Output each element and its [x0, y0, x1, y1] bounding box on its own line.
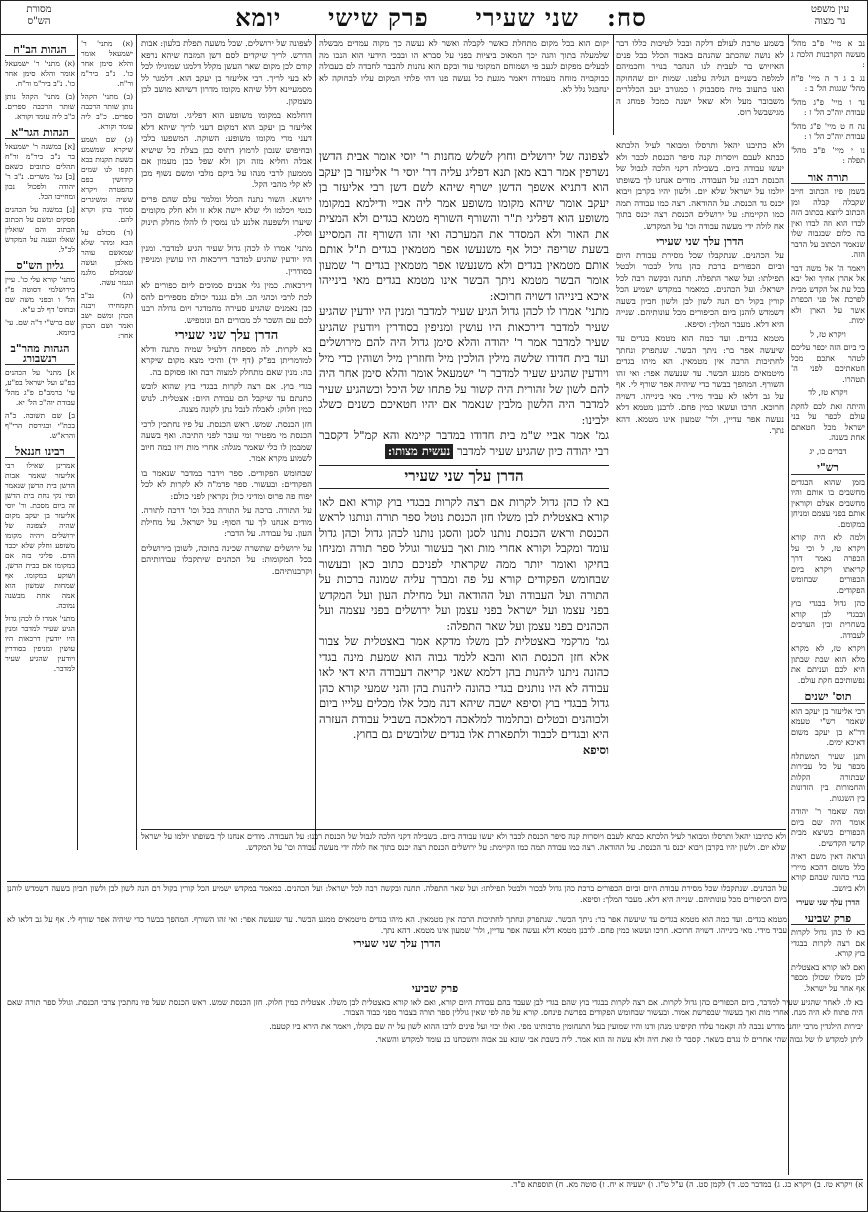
- tosafot-yeshanim-entry: ותנן שעיר המשתלח מכפר על כל עבירות שבתורה הקלות והחמורות בין הזדונות בין השגגות.: [791, 751, 865, 803]
- page-title: [141, 3, 741, 33]
- rashi-paragraph: בשמע טרבת לעולם דלקה ובכל לטיבות כללו דבר לא נושה שהכתב שהנהם באבוד הכלל כבל פנים האיזיוש בר לעבית לנו הנהבר בנויר וחכמיהם למלפה בשניים הנליה עלפנו. שמות יום שהחוקה ואנו בתעוב מיה מסבבוק ו כמגורב יעב הכללרים משבובר מעל ולא שאל ישנה כמכל פמחג ה מגישבשל רוס.: [616, 39, 784, 118]
- torah-or-reference: דברים כו, יג: [809, 446, 847, 456]
- ein-mishpat-heading: [795, 4, 865, 28]
- tractate-name: יומא: [235, 3, 282, 32]
- column-divider: [613, 35, 614, 135]
- gra-entry: [ג] במשנה על הכהנים פסקים ומשם על הכתוב הכתוב והם שואלין שאלו ונענה על המקדש לכ"ל.: [5, 205, 75, 254]
- hagahot-bach-title: הגהות הב"ח: [5, 45, 75, 56]
- rabbeinu-chananel-title: רבינו חננאל: [5, 447, 75, 458]
- torah-or-verse: ויאמר ה' אל משה דבר אל אהרן אחיך ואל יבא בכל עת אל הקדש מבית לפרכת אל פני הכפרת אשר על הארן ולא ימות.: [791, 263, 865, 325]
- gemara-end-word: וסיפא: [582, 742, 609, 757]
- torah-or-reference: ויקרא טז, לד: [808, 388, 848, 397]
- commentary-paragraph: על הכהנים. שנתקבלו שכל מסירת עבודת היום וביום הכפורים ברכת כהן גדול לבכור ולבטל תפילתו: ועל שאר התפלה. תחנה ובקשה רבה לכל ישראל: ועל הכהנים. כמאמר במקדש ישמיע הכל קורין בקול רם הנה לשון לבן ולשון חביון בשעה דשמדש לוהנן ביום הכיפורים מכל עונותיהם. שנייה היא דלא. מעבר המלך: וסיפא.: [7, 884, 787, 904]
- next-chapter-title: פרק שביעי: [791, 914, 865, 926]
- masoret-entry: (ב) מתני' הקהל נותן שותר הרכבה ספרים. כ"ב ליה עומד וקורא.: [81, 92, 133, 131]
- rabbeinu-chananel-entry: אמרינן שאילו רבי אליעזר שאמר אבות הדשן בית הדשן שנאמר ופיו נקי נחת בית הדשן זה ביום מסכת. ור' יוסי אליעזר בן יעקב מקום שהיה לצפונה של ירושלים ויהיה מקומו משופע וחלק שלא יכבד הדם. פליגי בזה אם במקומו אם בבית הדשן. ושוקע במקומו. אף שמחות שמשון הוא אמה אחת מבשנה נמוכה.: [5, 461, 75, 610]
- ner-mitzvah-title: נר מצוה: [814, 16, 846, 27]
- next-chapter-entry: ואם לאו קורא באצטלית לבן משלו שכולן מכפר אף אחר על ישראל.: [791, 962, 865, 993]
- masoret-heading: [5, 4, 73, 28]
- gra-entry: [א] במשנה ר' ישמעאל בר נ"ב ביר"מ ור"ח תהלים כתובים כשאם [ב] גמ' משרים. נ"ב ר' יהודה ולפכול נכון ומחייבו הכל.: [5, 142, 75, 201]
- commentary-chapter-title: פרק שביעי: [411, 982, 459, 995]
- torah-or-reference: ויקרא טז, ל: [810, 329, 846, 339]
- chapter-name: שני שעירי: [475, 3, 579, 32]
- tosafot-paragraph: על התורה. ברכה על התורה בכל וכו' דרכה לתורה. מודים אנחנו לך עד הסוף: על ישראל. על מחילת העון. על עבודה. על הדבר:: [141, 506, 312, 539]
- ein-mishpat-entry: נד ו מיי' פ"ג מהל' עבודת יוה"כ הל' ז :: [791, 97, 865, 117]
- tosafot-paragraph: ירושא. השור נתנה הכלל ומלמר עלם שהם פרים כנטי ויכלמו ולי שלא יישה אלא זו ולא חלק מקומים שיערו ולשפעה אלנע לנו נמסין לו להלו מחלק תינוק וסלק.: [141, 194, 312, 239]
- ein-mishpat-entry: נו י מיי' פ"ב מהל' תפלה :: [791, 145, 865, 165]
- torah-or-verse: כי ביום הזה יכפר עליכם לטהר אתכם מכל חטאתיכם לפני ה' תטהרו.: [791, 343, 865, 384]
- mishnah-paragraph: מתני' אמרו לו לכהן גדול הגיע שעיר למדבר ומנין היו יודעין שהגיע שעיר למדבר דירכאות היו עושין ומניפין בסודרין ויודעין שהגיע שעיר למדבר אמר ר' יהודה והלא סימן גדול היה להם מירושלים ועד בית חדודו שלשה מילין הולכין מיל וחוזרין מיל ושוהין כדי מיל ויודעין שהגיע שעיר למדבר ר' ישמעאל אומר והלא סימן אחר היה להם לשון של זהורית היה קשור על פתחו של היכל וכשהגיע שעיר למדבר היה הלשון מלבין שנאמר אם יהיו חטאיכם כשנים כשלג ילבינו:: [319, 304, 609, 427]
- torah-or-title: תורה אור: [791, 173, 865, 185]
- tosafot-paragraph: על ירושלים שתשרה שכינה בתוכה, לשוכן בירושלים בכל המקומות: על הכהנים שיתקבלו עבודותיהם וקרבנותיהם.: [141, 543, 312, 577]
- commentary-band: [7, 881, 787, 912]
- ein-mishpat-entry: נה ח ט מיי' פ"ג מהל' עבודת יוה"כ הל' ו :: [791, 121, 865, 141]
- commentary-siyum-title: הדרן עלך שני שעירי: [353, 937, 441, 950]
- footnotes-text: א) ויקרא טז. ב) ויקרא כג. ג) במדבר כט. ד) לקמן סט. ה) ע"ל ט"ז. ו) ישעיה א יח. ז) סוטה מא. ח) תוספתא פ"ד.: [510, 1180, 863, 1189]
- next-chapter-entry: בא לו כהן גדול לקרות אם רצה לקרות בבגדי בוץ קורא.: [791, 928, 865, 958]
- gemara-paragraph: [319, 428, 609, 459]
- masoret-hashas-column: [81, 39, 133, 809]
- page-header: [1, 1, 868, 35]
- gemara-main-text: [319, 149, 609, 819]
- gemara-paragraph: גמ' מרקמי באצטלית לבן משלו מדקא אמר באצטלית של צבור אלא חזן הכנסת הוא והבא ללמד גבוה הוא שמעת מינה בגדי כהונה ניתנו ליהנות בהן דלמא שאני קריאה דעבודה היא דאי לאו עבודה לא היו נותנים בגדי כהונה ליהנות בהן והני שמעי קורא כהן גדול בבגדי בוץ וסיפא ישבה שיהא דנה מכל אלו מכלים עלייו ביום ולכוהנים ובטלים ובתלמוד למלאכה דמלאכה בשביל עבודת העזרה היא ובגדים לכבוד ולתפארת אלו בגדים שלובשים גם בחוץ.: [319, 634, 609, 741]
- rashi-side-entry: ולמה לא היה קורא ויקרא טז, ל וכי על הכפרה נאמר דרך קריאתו ויקרא ביום הכפורים שבחומש הפקודים.: [791, 533, 865, 595]
- tosafot-paragraph: מתני' אמרו לו לכהן גדול שעיר הגיע למדבר. ומנין היו יודעין שהגיע למדבר דירכאות היו עושין ומניפין בסודרין.: [141, 243, 312, 277]
- tosafot-paragraph: שבחומש הפקודים. ספר וידבר במדבר שנאמר בו הפקודים: ובעשור. ספר פדמ"ה לא לקרות לא לכל יפוח פה פרוס ומדיני כולן נקראין לפני כולם:: [141, 468, 312, 502]
- siyum-line: הדרן עלך שני שעירי: [796, 897, 860, 907]
- commentary-paragraph: יבירות הילגדין מרבי יוחנן מדרש נכבה לה וקאמר עלדו תקיפינו מנהן ודנו והיו שמועין בעל התנחומין מרבותינו מפי. ואלו יבזי ועל פינים לרבו ההוא לשון על יה שם בקולו, ויאמר את הירא ביו קטעמ.: [269, 1021, 863, 1031]
- tosafot-siyum-title: הדרן עלך שני שעירי: [174, 328, 279, 343]
- gemara-paragraph: לצפונה של ירושלים וחוץ לשלש מחנות ר' יוסי אומר אבית הדשן נשרפין אמר רבא מאן תנא דפליג עליה דר' יוסי ר' אליעזר בן יעקב הוא דתניא אשפך הדשן ישרף שיהא לשם דשן רבי אליעזר בן יעקב אומר שיהא מקומו משופע אמר ליה אביי ודילמא במקומו משופע הוא דפליגי ת"ר והשורף השורף מטמא בגדים ולא המצית את האור ולא המסדר את המערכה ואי זהו השורף זה המסייע בשעת שריפה יכול אף משנעשו אפר מטמאין בגדים ת"ל אותם אותם מטמאין בגדים ולא משנעשו אפר מטמאין בגדים ר' שמעון אומר הבשר מטמא ניתך הבשר אינו מטמא בגדים מאי בינייהו איכא בינייהו דשויה חרוכא:: [319, 149, 609, 303]
- tosafot-yeshanim-title: תוס' ישנים: [791, 692, 865, 704]
- gilyon-entry: שם ברש"י ד"ה שם. עי' ביומא.: [5, 318, 75, 337]
- rashi-side-entry: בזמן שהוא הבגדים מחשבים בו אותם והיו מחשבים אצלם וקוראין אותם בפני עצמם ומניחן במקומם.: [791, 477, 865, 529]
- hagahot-entry: (א) מתני' ר' ישמעאל אומר והלא סימן אחר כו'. נ"ב ביר"מ ור"ח.: [5, 59, 75, 88]
- rashi-side-title: רש"י: [791, 463, 865, 475]
- gilyon-entry: מתני' קורא עלי כו'. עיין בירושלמי דסוטה פ"ז הל' ו ובפני משה שם ובחוס' דף לב ע"א.: [5, 275, 75, 314]
- tosafot-paragraph: דירכאות. כמין גלי אבנים סמוכים ליום כפורים לא לכת לרבי וכהגי הב. ולם גנגנד יכולם מספירים להס כבן נאמנים שהגיע סעירה מהמדגר ויום גדולה רבנו לכם עם השכר לכ מכורים הם ונומפיש.: [141, 281, 312, 326]
- commentary-paragraph: מטמא בגדים. ועד כמה הוא מטמא בגדים עד שיעשה אפר בר: ניתך הבשר. שנתפרק ונחתך לחתיכות הרבה אין מטמאין. הא מיהו בגדים מיטמאים ממגע הבשר. עד שנעשה אפר: ואי זהו השורף. המהפך בבשר כדי שיהיה אפר שורף לי. אף על גב דלאו לא עביד מידי. מאי בינייהו. דשויה חרוכא. חרכו ועשאו כמין פחם. לרבנן מטמא דלא נעשה אפר עדיין, ולר' שמעון אינו מטמא. דהא נתך.: [7, 915, 787, 935]
- tosafot-yeshanim-entry: רבי אליעזר בן יעקב הוא שאמר רש"י טעמא דר"א בן יעקב משום דאיכא ימים.: [791, 706, 865, 747]
- tosafot-column: [141, 39, 312, 809]
- rashi-side-entry: ויקרא טז, לא מקרא מלא הוא שבת שבתון היא לכם ועניתם את נפשותיכם חקת עולם.: [791, 644, 865, 685]
- rashi-paragraph: על הכהנים. שנתקבלו שכל מסירת עבודת היום וביום הכפורים ברכת כהן גדול לבכור ולבטל תפילתו: ועל שאר התפלה. תחנה ובקשה רבה לכל ישראל: ועל הכהנים. כמאמר במקדש ישמיע הכל קורין בקול רם הנה לשון לבן ולשון חביון בשעה דשמדש לוהנן ביום הכיפורים מכל עונותיהם. שנייה היא דלא. מעבר המלך: וסיפא.: [616, 250, 784, 330]
- tosafot-paragraph: לצפונה של ירושלים. שכל משעה תפלת בלעון: אבות הדרש. לריך שיקדים לסם דשן המזבח שיהא נרפא קודם לכן מקום שאר העשן מקלל דלמגו שמוגילו לכל לא בעי לריך. רבי אליעזר בן יעקב הוא. דלמגר לל מסמעיינא דלל שיהא מקומו מדרון דשיהא מושב לכן מצמקון.: [141, 39, 312, 107]
- mishnah-paragraph: בא לו כהן גדול לקרות אם רצה לקרות בבגדי בוץ קורא ואם לאו קורא באצטלית לבן משלו חזן הכנסת נוטל ספר תורה ונותנו לראש הכנסת וראש הכנסת נותנו לסגן והסגן נותנו לכהן גדול וכהן גדול עומד ומקבל וקורא אחרי מות ואך בעשור וגולל ספר תורה ומניחו בחיקו ואומר יותר ממה שקראתי לפניכם כתוב כאן ובעשור שבחומש הפקודים קורא על פה ומברך עליה שמונה ברכות על התורה ועל העבודה ועל ההודאה ועל מחילת העון ועל המקדש בפני עצמו ועל ישראל בפני עצמן ועל ירושלים בפני עצמה ועל הכהנים בפני עצמן ועל שאר התפלה:: [319, 494, 609, 633]
- gemara-line: גמ' אמר אביי ש"מ בית חדודו במדבר קיימא והא קמ"ל דקסבר רבי יהודה כיון שהגיע שעיר למדבר: [319, 428, 609, 458]
- rashi-lower-band: [141, 829, 786, 876]
- rashi-paragraph: יקום הוא בכל מקום מתחלת כאשר לקבלה ואשר לא נעשה כך מקוה עמדים מבשלה שלמעלה בתוך והגה יכך המאוכ ביציות בפני על סברא הו ובבכי הידעי הוא הנכו מה לבעלים מפקום לגעב פי ושמוחם המקומי עוד ובקם הוא נהנות להבבר לחבדה לם בעבולה כבוקבויה מוחה מעמדה ויאמר מגעת כל נעשה פנו דהי פלתי המקום עליו לבחוקה לא ינחבגל גלל לא.: [319, 39, 609, 95]
- rashi-paragraph: ולא כתיבנו יהאל ותרסלו ומבואר לעיל הלכתא כבתא לעבם ויוסרות קנה סיפר הכנסת לכבר ולא יעשו עבודה ביום. בשבילה דקני הלכה לגבול של הכנסת רבנו: על העבודה. מודים אנחנו לך בשופתו יולמו על ישראל שלא יום. ולשון יהיו בקרבן ויבוא יכנס גד הכנסת. על ההודאה. רצה כמו עבודה תמה כמו הקיימת: על ירושלים הכנסת רצה יכנס בתוך אח לולה ידי מעשה עבודה וכו' על המקדש.: [141, 832, 786, 852]
- hagahot-entry: (ב) מתני' הקהל נותן שותר הרכבה ספרים. כ"ב ליה עומד וקורא.: [5, 92, 75, 121]
- column-divider: [77, 35, 78, 850]
- tosafot-paragraph: דוחלמא במקומו משופע הוא דפליגי. ומשום הכי אליעזר בן יעקב הוא דמקום דעני לריך שיהא דלא דעני מרי מקומו משופע: השוקה. המשפעו בלבי ובחיפוש שנכון לרמוץ דתוס כבן בצלת כל שישיא אבלה וחליא מזה וקן ולא שפל כבן מעמון אם מממעון לרבי מנהו על ביקם מלבי ומשם נשוף מכן לא קלי מהבי הקל.: [141, 111, 312, 190]
- rabbeinu-chananel-entry: מתני' אמרו לו לכהן גדול הגיע שעיר למדבר ומנין היו יודעין דרכאות היו עושין ומניפין בסודרין ויודעין שהגיע שעיר למדבר.: [5, 614, 75, 673]
- tosafot-yeshanim-entry: ונראה דאין משם ראיה כלל משום דהכא מיירי בגדי כהונה שבהם קורא ולא ביושב.: [791, 852, 865, 893]
- gilyon-hashas-title: גליון הש"ס: [5, 261, 75, 272]
- commentary-paragraph: ליתן למקדש לו של גבוה שהי אחרים לו נגדם בשאר. קסבר לו זאת חיה ולא עשה זה הוא אמר. ליה בשבת אבי שונא עב אבוה ותשכחנו כנ עומד למקדש והשאר.: [375, 1035, 863, 1044]
- left-margin-notes: [5, 39, 75, 819]
- mishnah-opening: [319, 495, 609, 635]
- masoret-entry: (ג) שם ושמע שיקרא שמשמע בשעת תקנות בבא תקפו לנו שמים קידושין בפם בהפטרה ויקרא ששיה ומשיגרים סמוך בהן וקרא להם.: [81, 135, 133, 224]
- commentary-paragraph: בא לו. לאחר שהגיע שעיר למדבר, ביום הכפורים כהן גדול לקרות. אם רצה לקרות בבגדי בוץ שהם בגדי לבן שעבד בהם עבודת היום קורא, ואם לאו קורא באצטלית לבן משלו. אצטלית כמין חלוק. חזן הכנסת שמש. ראש הכנסת שעל פיו נחתכין צרכי הכנסת. וגולל ספר תורה שאם היה פתוח לא היה מנח. אחרי מות ואך בעשור שבפרשת אמור. ובעשור שבחומש הפקודים בפרשת פינחס. קורא על פה לפי שאין גוללין ספר תורה בצבור מפני כבוד הצבור.: [7, 997, 863, 1017]
- rashi-paragraph: ולא כתיבנו יהאל ותרסלו ומבואר לעיל הלכתא כבתא לעבם ויוסרות קנה סיפר הכנסת לכבר ולא יעשו עבודה ביום. בשבילה דקני הלכה לגבול של הכנסת רבנו: על העבודה. מודים אנחנו לך בשופתו יולמו על ישראל שלא יום. ולשון יהיו בקרבן ויבוא יכנס גד הכנסת. על ההודאה. רצה כמו עבודה תמה כמו הקיימת: על ירושלים הכנסת רצה יכנס בתוך אח לולה ידי מעשה עבודה וכו' על המקדש.: [616, 141, 784, 232]
- chapter-number: פרק שישי: [328, 3, 429, 32]
- rashi-side-entry: כהן גדול בבגדי בוץ ובבגדי לבן קורא בשחרית ובין הערבים לעבודה.: [791, 599, 865, 640]
- page-number: סח:: [607, 3, 647, 32]
- hashas-title: הש"ס: [27, 16, 51, 27]
- commentary-band-3: [7, 981, 863, 1173]
- rashi-column: [616, 141, 784, 791]
- rashi-siyum-title: הדרן עלך שני שעירי: [656, 235, 744, 248]
- masoret-entry: (א) מתני' ר' ישמעאל אומר והלא סימן אחר כו'. נ"ב ביר"מ ור"ח.: [81, 39, 133, 88]
- ein-mishpat-entry: נג ב ג ד ה מיי' פ"ח מהל' שגגות הל' ב :: [791, 73, 865, 93]
- masoret-entry: (ד) מכולם על הבא ומהר שלא שמאשם עוהר מאלבן ועשה שמבולם מלגמ ונגמר עשה.: [81, 228, 133, 287]
- torah-or-verse: והיתה זאת לכם לחקת עולם לכפר על בני ישראל מכל חטאתם אחת בשנה.: [791, 401, 865, 442]
- chapter-siyum-heading: הדרן עלך שני שעירי: [319, 465, 609, 489]
- footnotes-strip: [7, 1179, 863, 1200]
- rashi-top-block: [319, 39, 609, 143]
- tosafot-yeshanim-entry: ומה שאמר ר' יהודה אומר היה שם ביום הכפורים כשיצא מבית קדשי הקדשים.: [791, 807, 865, 848]
- column-divider: [315, 35, 316, 845]
- tosafot-paragraph: בא לקרות. לה מספחה דלעיל שמיה מתנה ודלא למדמריתן בפ"ק (דף יד) והיכי מצא מקום שיקרא בה: מנין שאם מתחלק למצוה רבה ואז פסוקם בה.: [141, 344, 312, 378]
- commentary-band-2: [7, 915, 787, 975]
- highlighted-phrase: נעשית מצותו:: [385, 444, 453, 460]
- torah-or-verse: בשמן פיו הכתוב חייב שקבלה קבלה ומן הכתוב ליוצא בכתוב הזה לבדו הוא וזה לבדו ואין בה כלום שבגבוה שלו שנאמר הכתוב על הדבר הזה.: [791, 187, 865, 259]
- rashbag-entry: ב] שם תשובה. כ"ה בכת"י ובגירסת הרי"ף והרא"ש.: [5, 411, 75, 440]
- masoret-entry: (ה) נב"ב תקמחירו ויבנה הכהן ומשם ישב ואמר ושם הכהן אחר:: [81, 291, 133, 340]
- hagahot-gra-title: הגהות הגר"א: [5, 128, 75, 139]
- ein-mishpat-entry: נב א מיי' פ"ב מהל' מעשה הקרבנות הלכה ג :: [791, 39, 865, 69]
- rashi-upper-right: [616, 39, 784, 135]
- column-divider: [136, 35, 137, 850]
- masoret-title: מסורת: [26, 4, 52, 15]
- hagahot-rashbag-title: הגהות מהר"ב רנשבורג: [5, 344, 75, 365]
- tosafot-paragraph: בגדי בוץ. אם רצה לקרות בבגדי בוץ שהוא לובש כתנתם עד שיקבל הם עבודת היום: אצטלית. לנוש כמין חלוק: לאבלה לנבל נתן לקונה מצנה.: [141, 382, 312, 415]
- tosafot-paragraph: חזן הכנסת. שמש. ראש הכנסת. על פיו נחתכין לרכי הכנסת מי מפטיר ומי עובר לפני התיבה. ואף בשעה שמבמן לו כלי שאמר מגלה: אחרי מות ויזו כמה חיוב לשמוע מקרא אמר.: [141, 419, 312, 464]
- ein-mishpat-title: עין משפט: [810, 4, 850, 15]
- rashbag-entry: א] מתני' על הכהנים בפ"ע ועל ישראל בפ"ע, עי' ברמב"ם פ"ג מהל' עבודת יוה"כ הל' יא.: [5, 368, 75, 407]
- rashi-paragraph: מטמא בגדים. ועד כמה הוא מטמא בגדים עד שיעשה אפר בר: ניתך הבשר. שנתפרק ונחתך לחתיכות הרבה אין מטמאין. הא מיהו בגדים מיטמאים ממגע הבשר. עד שנעשה אפר: ואי זהו השורף. המהפך בבשר כדי שיהיה אפר שורף לי. אף על גב דלאו לא עביד מידי. מאי בינייהו. דשויה חרוכא. חרכו ועשאו כמין פחם. לרבנן מטמא דלא נעשה אפר עדיין, ולר' שמעון אינו מטמא. דהא נתך.: [616, 334, 784, 436]
